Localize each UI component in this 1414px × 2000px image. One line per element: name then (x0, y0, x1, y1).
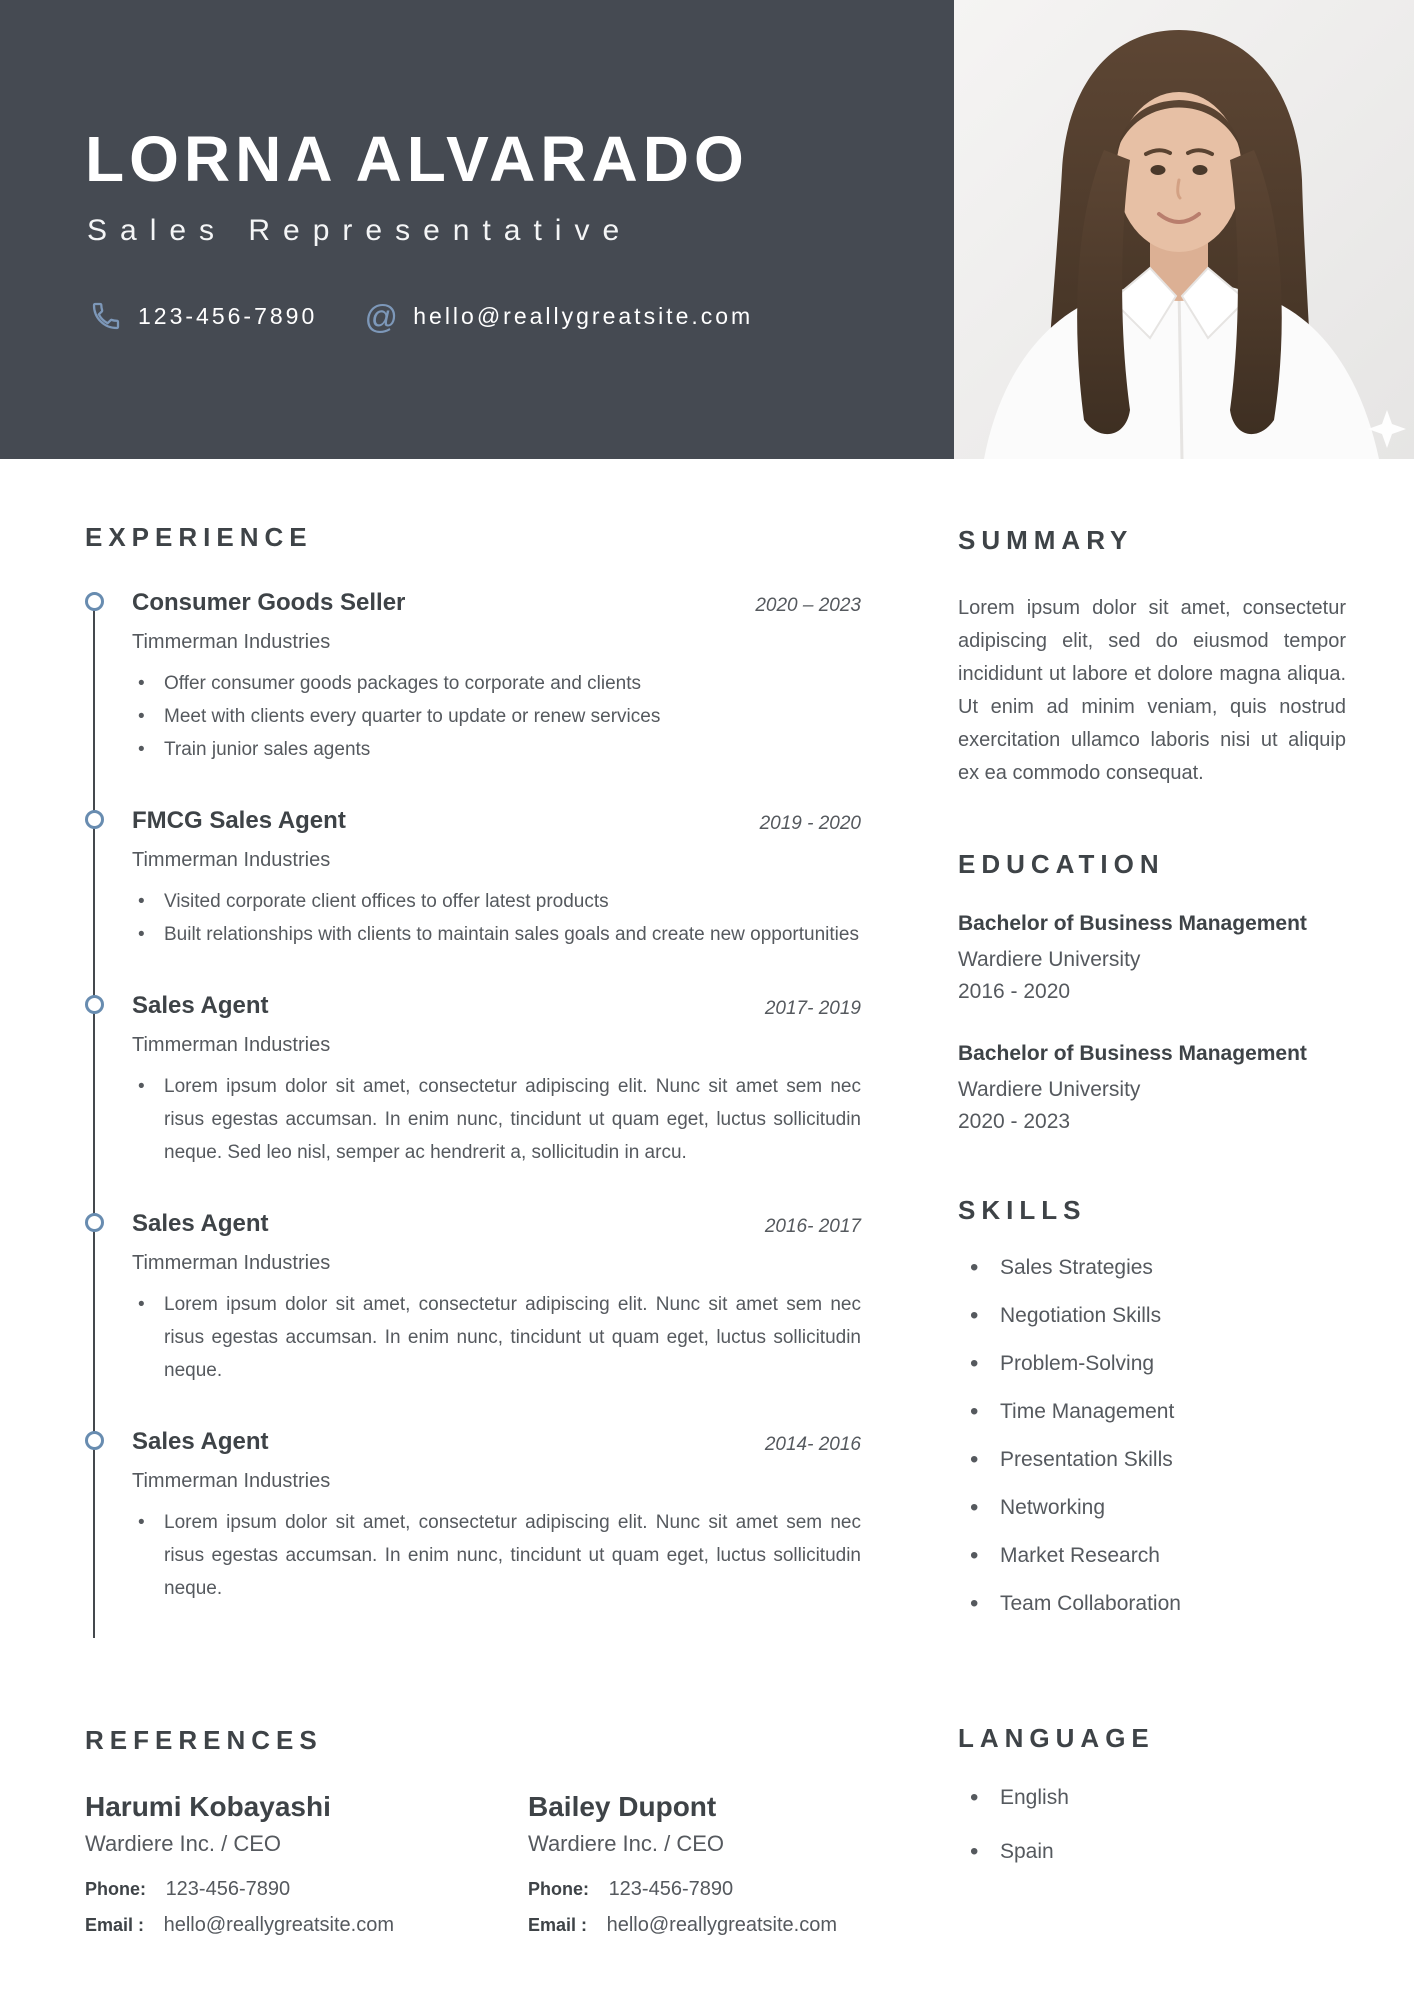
entry-dates: 2019 - 2020 (759, 813, 861, 834)
degree: Bachelor of Business Management (958, 912, 1307, 935)
experience-entry (85, 1427, 861, 1605)
reference-email-row (528, 1914, 861, 1936)
entry-dates: 2016- 2017 (764, 1216, 861, 1237)
header-banner (0, 0, 954, 459)
experience-entry (85, 588, 861, 766)
summary-text: Lorem ipsum dolor sit amet, consectetur adipiscing elit, sed do eiusmod tempor incididunt ut labore et dolore magna aliqua. Ut enim ad minim veniam, quis nostrud exercitation ullamco laboris nisi ut aliquip ex ea commodo consequat. (958, 597, 1346, 784)
timeline-dot (85, 592, 104, 611)
skill-item: • Networking (1000, 1494, 1346, 1522)
entry-bullets (132, 1288, 861, 1387)
entry-title: Sales Agent (132, 992, 269, 1019)
education-years: 2020 - 2023 (958, 1110, 1071, 1133)
language-list (958, 1784, 1346, 1866)
sidebar-column (958, 524, 1346, 1638)
entry-title: Sales Agent (132, 1210, 269, 1237)
experience-heading: EXPERIENCE (85, 522, 313, 552)
skill-item: • Negotiation Skills (1000, 1302, 1346, 1330)
references-section (85, 1724, 861, 1936)
language-item: • Spain (1000, 1838, 1346, 1866)
experience-timeline (85, 588, 861, 1645)
entry-title: Consumer Goods Seller (132, 589, 406, 616)
language-item: • English (1000, 1784, 1346, 1812)
references-heading: REFERENCES (85, 1725, 323, 1755)
reference-phone-row (85, 1878, 528, 1900)
skill-item: • Market Research (1000, 1542, 1346, 1570)
experience-entry (85, 991, 861, 1169)
education-years: 2016 - 2020 (958, 980, 1071, 1003)
reference-email: hello@reallygreatsite.com (163, 1914, 394, 1936)
entry-bullets (132, 1506, 861, 1605)
entry-bullets (132, 1070, 861, 1169)
education-heading: EDUCATION (958, 849, 1165, 879)
reference-name: Harumi Kobayashi (85, 1791, 331, 1822)
at-icon: @ (364, 297, 398, 335)
skill-item: • Problem-Solving (1000, 1350, 1346, 1378)
reference-org: Wardiere Inc. / CEO (528, 1831, 725, 1856)
phone-label: Phone: (85, 1879, 146, 1899)
timeline-dot (85, 1213, 104, 1232)
bullet-item: • Visited corporate client offices to offer latest products (164, 885, 861, 918)
portrait-photo (954, 0, 1414, 459)
job-title: Sales Representative (87, 214, 633, 247)
person-name: LORNA ALVARADO (85, 123, 749, 195)
phone-label: Phone: (528, 1879, 589, 1899)
reference-email: hello@reallygreatsite.com (606, 1914, 837, 1936)
entry-company: Timmerman Industries (132, 1470, 331, 1492)
reference-email-row (85, 1914, 528, 1936)
language-section (958, 1722, 1346, 1892)
entry-dates: 2020 – 2023 (755, 595, 861, 616)
email-label: Email : (528, 1915, 588, 1935)
phone-icon (88, 298, 124, 334)
skills-heading: SKILLS (958, 1195, 1087, 1225)
bullet-item: • Offer consumer goods packages to corporate and clients (164, 667, 861, 700)
bullet-item: • Meet with clients every quarter to update or renew services (164, 700, 861, 733)
experience-entry (85, 806, 861, 951)
entry-company: Timmerman Industries (132, 849, 331, 871)
bullet-item: • Lorem ipsum dolor sit amet, consectetur adipiscing elit. Nunc sit amet sem nec risus egestas accumsan. In enim nunc, tincidunt ut quam eget, luctus sollicitudin neque. (164, 1288, 861, 1387)
reference-phone: 123-456-7890 (608, 1878, 734, 1900)
email-label: Email : (85, 1915, 145, 1935)
bullet-item: • Train junior sales agents (164, 733, 861, 766)
reference-name: Bailey Dupont (528, 1791, 717, 1822)
skill-item: • Sales Strategies (1000, 1254, 1346, 1282)
phone-number: 123-456-7890 (138, 302, 318, 329)
experience-entry (85, 1209, 861, 1387)
bullet-item: • Lorem ipsum dolor sit amet, consectetur adipiscing elit. Nunc sit amet sem nec risus egestas accumsan. In enim nunc, tincidunt ut quam eget, luctus sollicitudin neque. (164, 1506, 861, 1605)
bullet-item: • Built relationships with clients to maintain sales goals and create new opportunities (164, 918, 861, 951)
reference-card (85, 1756, 528, 1936)
timeline-dot (85, 810, 104, 829)
skill-item: • Team Collaboration (1000, 1590, 1346, 1618)
reference-phone: 123-456-7890 (165, 1878, 291, 1900)
degree: Bachelor of Business Management (958, 1042, 1307, 1065)
reference-phone-row (528, 1878, 861, 1900)
skill-item: • Time Management (1000, 1398, 1346, 1426)
summary-heading: SUMMARY (958, 525, 1134, 555)
timeline-dot (85, 995, 104, 1014)
bullet-item: • Lorem ipsum dolor sit amet, consectetur adipiscing elit. Nunc sit amet sem nec risus egestas accumsan. In enim nunc, tincidunt ut quam eget, luctus sollicitudin neque. Sed leo nisl, semper ac hendrerit a, sollicitudin in arcu. (164, 1070, 861, 1169)
language-heading: LANGUAGE (958, 1723, 1155, 1753)
entry-bullets (132, 885, 861, 951)
reference-card (528, 1756, 861, 1936)
school: Wardiere University (958, 948, 1141, 971)
education-entry (958, 910, 1346, 1008)
entry-company: Timmerman Industries (132, 1252, 331, 1274)
entry-dates: 2014- 2016 (764, 1434, 861, 1455)
entry-company: Timmerman Industries (132, 1034, 331, 1056)
school: Wardiere University (958, 1078, 1141, 1101)
entry-company: Timmerman Industries (132, 631, 331, 653)
skills-list (958, 1254, 1346, 1618)
contact-row (88, 298, 753, 334)
reference-org: Wardiere Inc. / CEO (85, 1831, 282, 1856)
email-address: hello@reallygreatsite.com (413, 302, 754, 329)
entry-dates: 2017- 2019 (764, 998, 861, 1019)
entry-title: Sales Agent (132, 1428, 269, 1455)
entry-title: FMCG Sales Agent (132, 807, 346, 834)
skill-item: • Presentation Skills (1000, 1446, 1346, 1474)
entry-bullets (132, 667, 861, 766)
education-entry (958, 1040, 1346, 1138)
timeline-dot (85, 1431, 104, 1450)
